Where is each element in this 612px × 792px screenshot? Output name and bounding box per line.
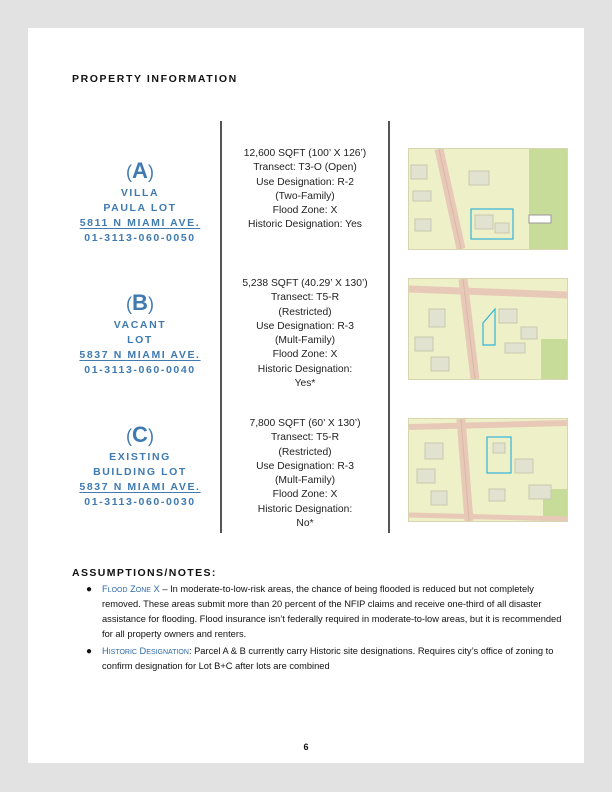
property-c-transect: Transect: T5-R bbox=[270, 432, 340, 444]
property-b-transect-type: (Restricted) bbox=[278, 306, 332, 318]
property-c-transect-type: (Restricted) bbox=[278, 446, 332, 458]
property-a-name-line2: PAULA LOT bbox=[103, 202, 177, 214]
note-term-historic: Historic Designation bbox=[102, 646, 189, 656]
property-a-parcel-id: 01-3113-060-0050 bbox=[84, 232, 196, 244]
property-b-area: 5,238 SQFT (40.29’ X 130’) bbox=[242, 278, 368, 289]
notes-list bbox=[86, 582, 562, 676]
property-b-details bbox=[226, 277, 384, 391]
bullet-icon: ● bbox=[86, 646, 93, 657]
property-b-row bbox=[28, 273, 584, 403]
property-c-use-type: (Mult-Family) bbox=[274, 475, 336, 487]
property-b-use-type: (Mult-Family) bbox=[274, 335, 336, 347]
property-b-transect: Transect: T5-R bbox=[270, 292, 340, 304]
property-b-parcel-id: 01-3113-060-0040 bbox=[84, 364, 196, 376]
property-b-letter: (B) bbox=[126, 290, 154, 315]
property-c-row bbox=[28, 418, 584, 548]
property-c-historic-value: No* bbox=[296, 518, 314, 530]
property-a-letter: (A) bbox=[126, 158, 154, 183]
property-b-historic-value: Yes* bbox=[294, 378, 316, 390]
document-page bbox=[28, 28, 584, 763]
page-number: 6 bbox=[303, 742, 309, 752]
property-a-name-line1: VILLA bbox=[120, 187, 160, 199]
property-c-map bbox=[408, 418, 568, 522]
property-a-transect: Transect: T3-O (Open) bbox=[253, 162, 357, 174]
property-a-flood-zone: Flood Zone: X bbox=[272, 205, 338, 217]
note-text-historic: : Parcel A & B currently carry Historic site designations. Requires city’s office of zoning to confirm designation for Lot B+C after lots are combined bbox=[102, 646, 554, 671]
property-b-historic-label: Historic Designation: bbox=[257, 363, 353, 375]
property-c-historic-label: Historic Designation: bbox=[257, 503, 353, 515]
notes-heading: ASSUMPTIONS/NOTES: bbox=[72, 567, 217, 579]
property-b-flood-zone: Flood Zone: X bbox=[272, 349, 338, 361]
property-b-name-line1: VACANT bbox=[113, 319, 167, 331]
property-b-name-line2: LOT bbox=[127, 334, 153, 346]
property-c-details bbox=[226, 417, 384, 531]
property-b-address-link[interactable]: 5837 N MIAMI AVE. bbox=[79, 349, 201, 361]
property-c-letter: (C) bbox=[126, 422, 154, 447]
property-a-row bbox=[28, 133, 584, 263]
note-term-flood-zone: Flood Zone X bbox=[102, 584, 160, 594]
property-c-use: Use Designation: R-3 bbox=[256, 460, 354, 472]
property-b-map bbox=[408, 278, 568, 380]
property-a-address-link[interactable]: 5811 N MIAMI AVE. bbox=[79, 217, 201, 229]
note-item-historic bbox=[86, 644, 562, 674]
property-c-address-link[interactable]: 5837 N MIAMI AVE. bbox=[79, 481, 201, 493]
note-item-flood-zone bbox=[86, 582, 562, 642]
property-a-area: 12,600 SQFT (100’ X 126’) bbox=[243, 148, 367, 159]
property-a-use: Use Designation: R-2 bbox=[256, 176, 354, 188]
property-c-area: 7,800 SQFT (60’ X 130’) bbox=[249, 418, 361, 429]
property-b-identifier bbox=[64, 290, 216, 378]
property-a-historic: Historic Designation: Yes bbox=[248, 219, 362, 231]
property-c-flood-zone: Flood Zone: X bbox=[272, 489, 338, 501]
property-a-details bbox=[226, 147, 384, 233]
property-c-name-line2: BUILDING LOT bbox=[93, 466, 187, 478]
property-c-parcel-id: 01-3113-060-0030 bbox=[84, 496, 196, 508]
property-a-use-type: (Two-Family) bbox=[275, 190, 335, 202]
property-a-map bbox=[408, 148, 568, 250]
property-a-identifier bbox=[64, 158, 216, 246]
property-c-name-line1: EXISTING bbox=[109, 451, 171, 463]
page-heading: PROPERTY INFORMATION bbox=[72, 73, 238, 85]
note-text-flood-zone: – In moderate-to-low-risk areas, the chance of being flooded is reduced but not completely removed. These areas submit more than 20 percent of the NFIP claims and receive one-third of all disaster assistance for flooding. Flood insurance isn’t federally required in moderate-to-low areas, but it is recommended for all property owners and renters. bbox=[102, 584, 562, 639]
bullet-icon: ● bbox=[86, 584, 93, 595]
property-b-use: Use Designation: R-3 bbox=[256, 320, 354, 332]
property-c-identifier bbox=[64, 422, 216, 510]
